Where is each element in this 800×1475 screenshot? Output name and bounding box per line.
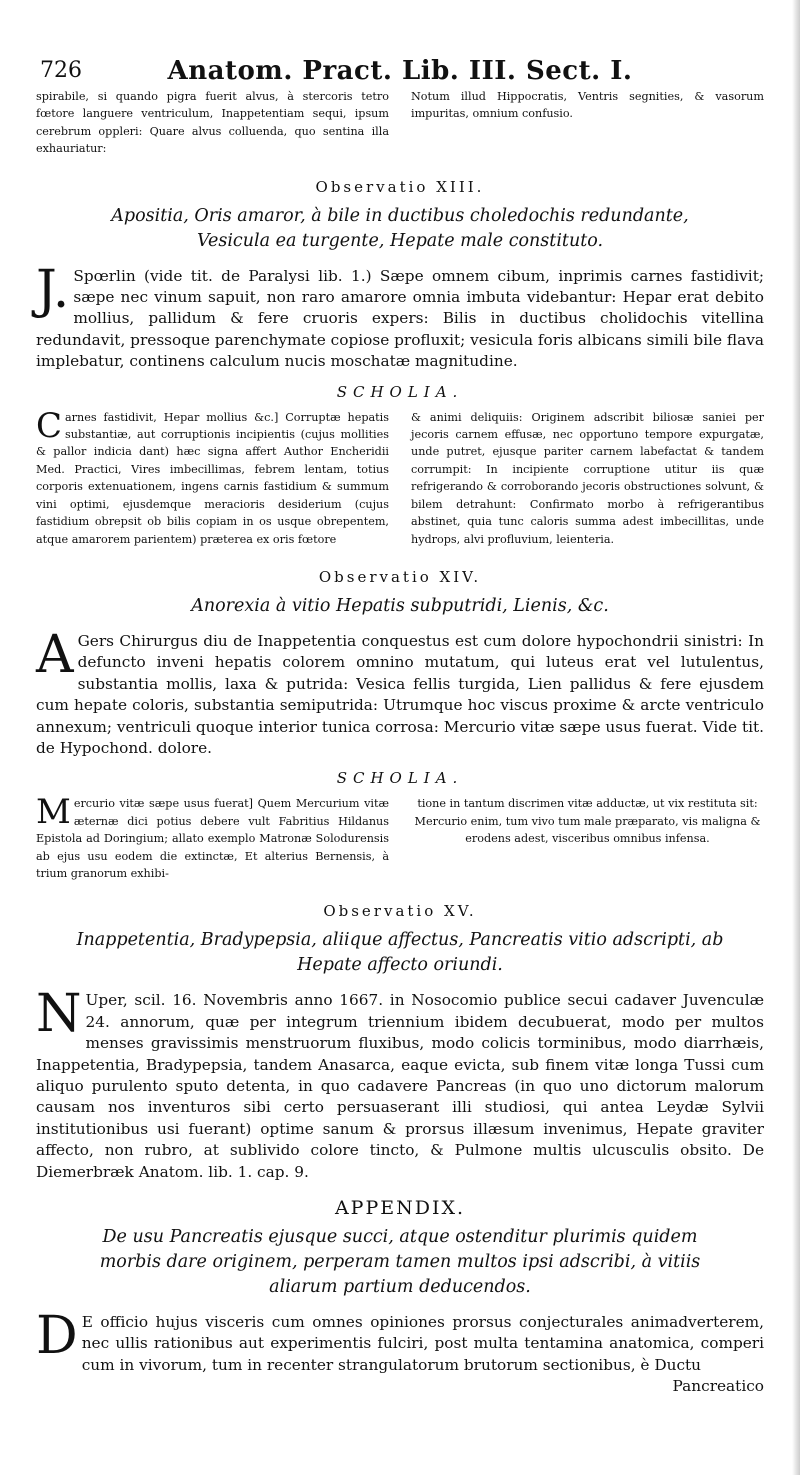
continuation-block: [36, 88, 764, 158]
scholia-1-block: [36, 405, 764, 548]
continuation-right: Notum illud Hippocratis, Ventris segnities, & vasorum impuritas, omnium confusio.: [411, 90, 764, 121]
observation-15-title: Inappetentia, Bradypepsia, aliique affectus, Pancreatis vitio adscripti, ab Hepate affecto oriundi.: [76, 930, 724, 976]
scholia-1-left-text: arnes fastidivit, Hepar mollius &c.] Corruptæ hepatis substantiæ, aut corruptionis incipientis (cujus mollities & pallor indicia dant) hæc signa affert Author Encheridii Med. Practici, Vires imbecillimas, febrem lentam, totius corporis extenuationem, ingens carnis fastidium & summum vini optimi, ejusdemque meracioris desiderium (cujus fastidium obrepsit ob bilis copiam in os usque obrepentem, atque amarorem parientem) præterea ex oris fœtore: [36, 410, 389, 546]
scholia-2-left-text: ercurio vitæ sæpe usus fuerat] Quem Mercurium vitæ æternæ dici potius debere vult Fabritius Hildanus Epistola ad Doringium; allato exemplo Matronæ Solodurensis ab ejus usu eodem die extinctæ, Et alterius Bernensis, à trium granorum exhibi-: [36, 797, 389, 880]
observation-14-text: Gers Chirurgus diu de Inappetentia conquestus est cum dolore hypochondrii sinistri: In defuncto inveni hepatis colorem omnino mutatum, qui luteus erat vel lutulentus, substantia mollis, laxa & putrida: Vesica fellis turgida, Lien pallidus & fere ejusdem cum hepate coloris, substantia semiputrida: Utrumque hoc viscus proxime & arcte ventriculo annexum; ventriculi quoque interior tunica corrosa: Mercurio vitæ sæpe usus fuerat. Vide tit. de Hypochond. dolore.: [36, 631, 764, 757]
observation-15-heading: Observatio XV.: [323, 902, 477, 921]
drop-cap: D: [36, 1306, 78, 1367]
scholia-1-left: [36, 405, 389, 548]
observation-14-heading: Observatio XIV.: [318, 567, 482, 586]
appendix-heading: APPENDIX.: [334, 1197, 466, 1220]
observation-13-heading: Observatio XIII.: [315, 177, 485, 196]
drop-cap: N: [36, 984, 82, 1045]
observation-13-title: Apositia, Oris amaror, à bile in ductibus choledochis redundante, Vesicula ea turgente, Hepate male constituto.: [111, 205, 689, 251]
observation-14-title: Anorexia à vitio Hepatis subputridi, Lienis, &c.: [191, 595, 609, 616]
scholia-2-heading: SCHOLIA.: [336, 769, 464, 788]
observation-13-text-block: [36, 259, 764, 373]
running-title: Anatom. Pract. Lib. III. Sect. I.: [167, 56, 633, 86]
scholia-1-heading: SCHOLIA.: [336, 382, 464, 401]
page-edge-shadow: [792, 0, 800, 1475]
appendix-title: De usu Pancreatis ejusque succi, atque ostenditur plurimis quidem morbis dare originem, perperam tamen multos ipsi adscribi, à vitiis aliarum partium deducendos.: [99, 1227, 701, 1298]
scholia-2-left: [36, 792, 389, 882]
appendix-text: E officio hujus visceris cum omnes opiniones prorsus conjecturales animadverterem, nec ullis rationibus aut experimentis fulciri, post multa tentamina anatomica, comperi cum in vivorum, tum in recenter strangulatorum brutorum sectionibus, è Ductu: [81, 1313, 764, 1374]
drop-cap: J.: [36, 259, 70, 320]
drop-cap: M: [36, 792, 71, 833]
drop-cap: C: [36, 405, 63, 446]
observation-14-text-block: [36, 624, 764, 759]
scholia-1-right: & animi deliquiis: Originem adscribit biliosæ saniei per jecoris carnem effusæ, nec opportuno tempore expurgatæ, unde putret, ejusque pariter carnem labefactat & tandem corrumpit: In incipiente corruptione utitur iis quæ refrigerando & corroborando jecoris obstructiones solvunt, & bilem detrahunt: Confirmato morbo à refrigerantibus abstinet, quia tunc caloris summa adest imbecillitas, unde hydrops, alvi profluvium, leienteria.: [411, 410, 764, 546]
observation-15-text-block: [36, 984, 764, 1183]
scholia-2-right: tione in tantum discrimen vitæ adductæ, ut vix restituta sit: Mercurio enim, tum vivo tum male præparato, vis maligna & erodens adest, visceribus omnibus infensa.: [414, 797, 761, 846]
appendix-text-block: [36, 1306, 764, 1376]
drop-cap: A: [36, 624, 74, 685]
scholia-2-block: [36, 792, 764, 882]
observation-15-text: Uper, scil. 16. Novembris anno 1667. in Nosocomio publice secui cadaver Juvenculæ 24. annorum, quæ per integrum triennium ibidem decubuerat, modo per multos menses gravissimis menstruorum fluxibus, modo colicis torminibus, modo diarrhæis, Inappetentia, Bradypepsia, tandem Anasarca, eaque evicta, sub finem vitæ longa Tussi cum aliquo purulento sputo detenta, in quo cadavere Pancreas (in quo uno dictorum malorum causam nos inventuros sibi certo persuaserant illi studiosi, qui antea Leydæ Sylvii institutionibus usi fuerant) optime sanum & prorsus illæsum invenimus, Hepate graviter affecto, non rubro, at sublivido colore tincto, & Pulmone multis ulcusculis obsito. De Diemerbræk Anatom. lib. 1. cap. 9.: [36, 991, 764, 1181]
page-number: 726: [40, 58, 82, 83]
observation-13-text: Spœrlin (vide tit. de Paralysi lib. 1.) Sæpe omnem cibum, inprimis carnes fastidivit; sæpe nec vinum sapuit, non raro amarore omnia imbuta videbantur: Hepar erat debito mollius, pallidum & fere cruoris expers: Bilis in ductibus cholidochis vitellina redundavit, pressoque parenchymate copiose profluxit; vesicula foris albicans simili bile flava implebatur, continens calculum nucis moschatæ magnitudine.: [36, 266, 764, 371]
catchword: Pancreatico: [672, 1377, 764, 1396]
continuation-left: spirabile, si quando pigra fuerit alvus, à stercoris tetro fœtore languere ventriculum, Inappetentiam sequi, ipsum cerebrum oppleri: Quare alvus colluenda, quo sentina illa exhauriatur:: [36, 90, 389, 156]
